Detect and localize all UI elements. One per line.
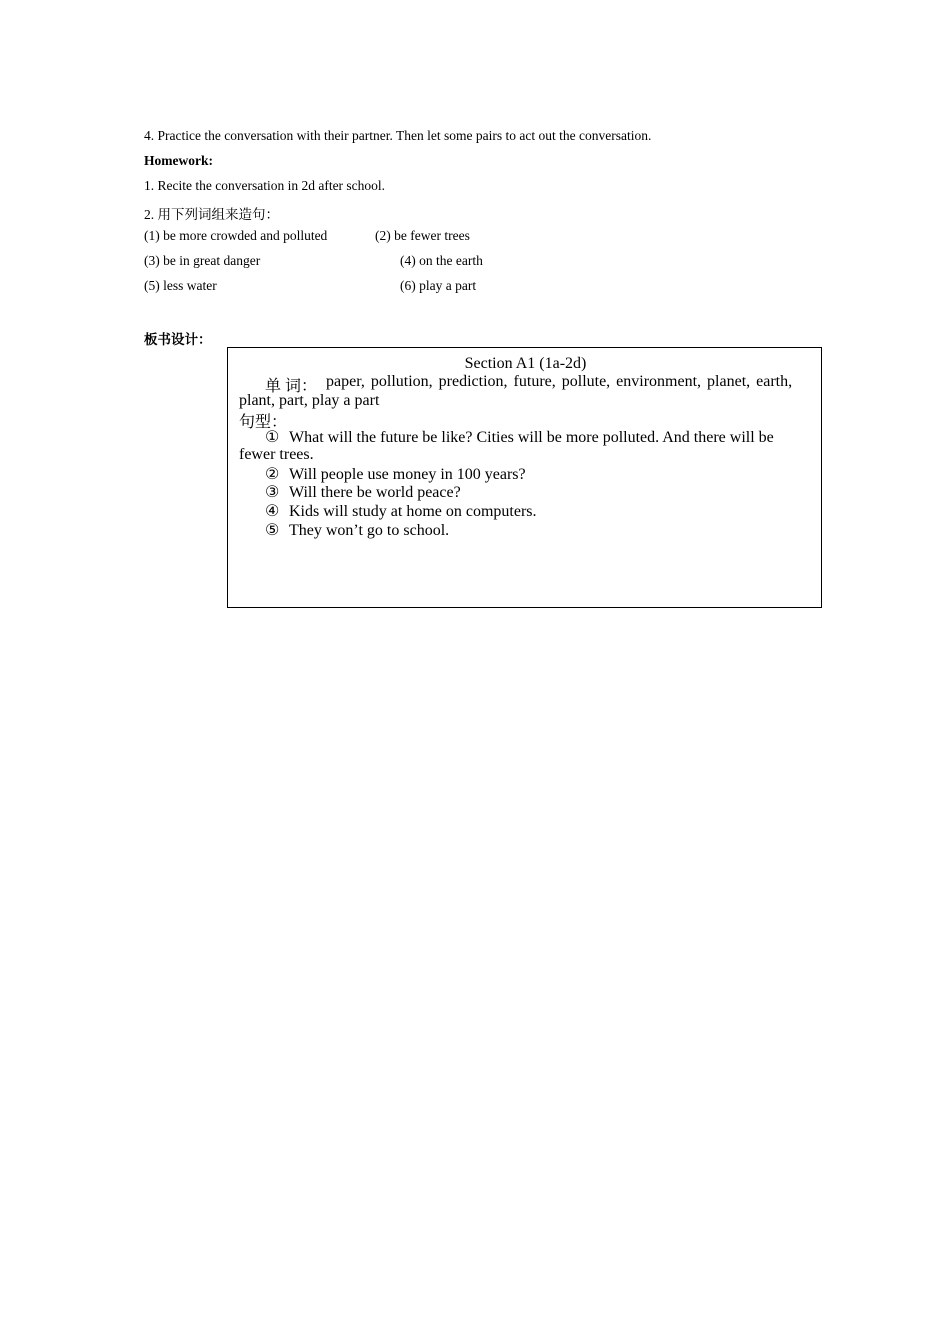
- step-4-text: 4. Practice the conversation with their partner. Then let some pairs to act out the conversation.: [144, 128, 652, 143]
- phrase-3: (3) be in great danger: [144, 253, 261, 268]
- sentence-2: [265, 464, 526, 484]
- blackboard-design-box: [227, 347, 822, 608]
- vocab-line-2: plant, part, play a part: [239, 392, 380, 409]
- sentence-1-continued: fewer trees.: [239, 446, 314, 463]
- circled-number-3: ③: [265, 484, 280, 501]
- homework-item-1: 1. Recite the conversation in 2d after school.: [144, 178, 386, 193]
- phrase-4: (4) on the earth: [400, 253, 483, 268]
- patterns-label: 句型：: [239, 414, 288, 431]
- phrase-5: (5) less water: [144, 278, 217, 293]
- sentence-3-text: Will there be world peace?: [289, 484, 461, 501]
- circled-number-4: ④: [265, 503, 280, 520]
- sentence-5-text: They won’t go to school.: [289, 522, 450, 539]
- sentence-4-text: Kids will study at home on computers.: [289, 503, 537, 520]
- circled-number-5: ⑤: [265, 522, 280, 539]
- sentence-1-text: What will the future be like? Cities will be more polluted. And there will be: [289, 429, 774, 446]
- phrase-1: (1) be more crowded and polluted: [144, 228, 328, 243]
- homework-item-2: 2. 用下列词组来造句：: [144, 207, 279, 222]
- sentence-1: [265, 427, 774, 447]
- board-design-heading: 板书设计：: [144, 332, 212, 347]
- circled-number-2: ②: [265, 466, 280, 483]
- sentence-4: [265, 501, 537, 521]
- phrase-2: (2) be fewer trees: [375, 228, 470, 243]
- vocab-line-1: paper, pollution, prediction, future, pollute, environment, planet, earth,: [326, 373, 793, 390]
- board-title: Section A1 (1a-2d): [464, 355, 587, 372]
- sentence-2-text: Will people use money in 100 years?: [289, 466, 526, 483]
- circled-number-1: ①: [265, 429, 280, 446]
- sentence-5: [265, 520, 449, 540]
- homework-heading: Homework:: [144, 153, 213, 168]
- vocab-label: 单 词：: [265, 378, 318, 395]
- sentence-3: [265, 482, 461, 502]
- phrase-6: (6) play a part: [400, 278, 477, 293]
